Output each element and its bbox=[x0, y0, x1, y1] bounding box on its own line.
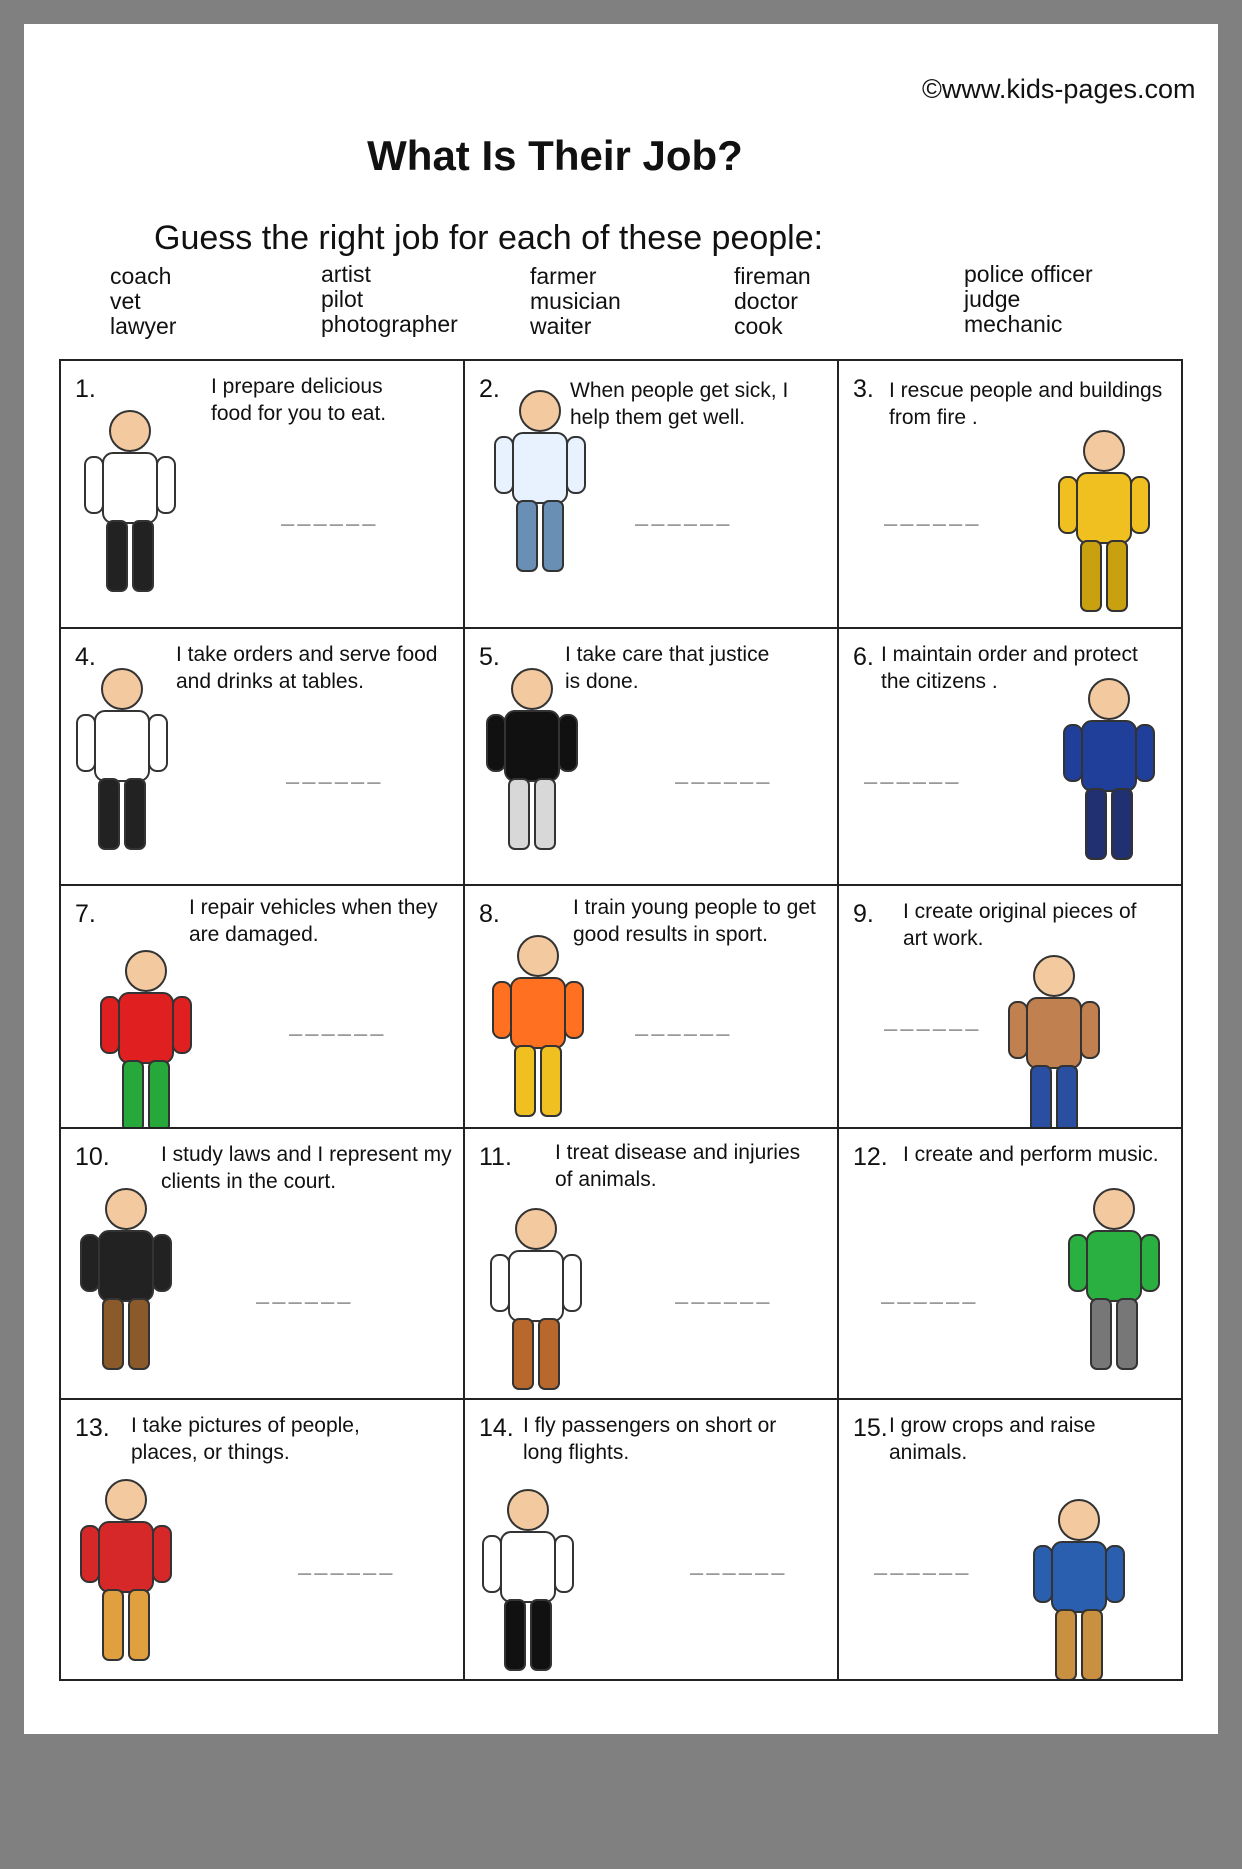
figure-part bbox=[493, 982, 511, 1038]
answer-blank[interactable]: ______ bbox=[881, 1279, 979, 1304]
answer-blank[interactable]: ______ bbox=[690, 1550, 788, 1575]
figure-part bbox=[1082, 1610, 1102, 1679]
figure-part bbox=[81, 1235, 99, 1291]
figure-part bbox=[1107, 541, 1127, 611]
job-cell bbox=[839, 361, 1181, 627]
answer-blank[interactable]: ______ bbox=[675, 759, 773, 784]
figure-part bbox=[129, 1299, 149, 1369]
figure-part bbox=[565, 982, 583, 1038]
word-bank-word: farmer bbox=[530, 263, 597, 289]
figure-part bbox=[1082, 721, 1136, 791]
figure-part bbox=[511, 978, 565, 1048]
word-bank-column bbox=[734, 264, 811, 339]
figure-part bbox=[99, 1231, 153, 1301]
doctor-illustration bbox=[485, 381, 595, 581]
answer-blank[interactable]: ______ bbox=[256, 1279, 354, 1304]
word-bank-column bbox=[321, 262, 458, 337]
figure-part bbox=[1081, 541, 1101, 611]
figure-part bbox=[520, 391, 560, 431]
figure-part bbox=[543, 501, 563, 571]
figure-part bbox=[107, 521, 127, 591]
word-bank-word: police officer bbox=[964, 261, 1093, 287]
coach-illustration bbox=[483, 926, 593, 1126]
figure-part bbox=[517, 501, 537, 571]
item-number: 5. bbox=[479, 643, 500, 671]
word-bank-word: judge bbox=[964, 286, 1021, 312]
figure-part bbox=[513, 433, 567, 503]
job-cell bbox=[465, 1129, 837, 1398]
figure-part bbox=[1112, 789, 1132, 859]
figure-part bbox=[149, 1061, 169, 1127]
item-clue: I maintain order and protect the citizens . bbox=[881, 643, 1138, 693]
figure-part bbox=[1056, 1610, 1076, 1679]
figure-part bbox=[1117, 1299, 1137, 1369]
answer-blank[interactable]: ______ bbox=[635, 1011, 733, 1036]
figure-part bbox=[153, 1526, 171, 1582]
copyright-notice: ©www.kids-pages.com bbox=[922, 74, 1196, 104]
figure-part bbox=[1084, 431, 1124, 471]
item-number: 11. bbox=[479, 1143, 512, 1171]
figure-part bbox=[133, 521, 153, 591]
word-bank-word: waiter bbox=[530, 313, 592, 339]
item-number: 12. bbox=[853, 1143, 888, 1171]
item-number: 3. bbox=[853, 375, 874, 403]
item-number: 7. bbox=[75, 900, 96, 928]
figure-part bbox=[101, 997, 119, 1053]
item-clue: I fly passengers on short or long flights. bbox=[523, 1414, 777, 1464]
answer-blank[interactable]: ______ bbox=[884, 501, 982, 526]
item-clue: I rescue people and buildings from fire . bbox=[889, 379, 1163, 429]
figure-part bbox=[559, 715, 577, 771]
figure-part bbox=[1052, 1542, 1106, 1612]
figure-part bbox=[491, 1255, 509, 1311]
item-number: 14. bbox=[479, 1414, 514, 1442]
word-bank-word: cook bbox=[734, 313, 783, 339]
figure-part bbox=[102, 669, 142, 709]
figure-part bbox=[567, 437, 585, 493]
fireman-illustration bbox=[1049, 421, 1159, 621]
item-clue: I study laws and I represent my clients in the court. bbox=[161, 1143, 452, 1193]
word-bank-word: vet bbox=[110, 288, 141, 314]
figure-part bbox=[106, 1189, 146, 1229]
figure-part bbox=[515, 1046, 535, 1116]
job-cell bbox=[465, 886, 837, 1127]
figure-part bbox=[95, 711, 149, 781]
figure-part bbox=[539, 1319, 559, 1389]
figure-part bbox=[1009, 1002, 1027, 1058]
answer-blank[interactable]: ______ bbox=[675, 1279, 773, 1304]
answer-blank[interactable]: ______ bbox=[884, 1006, 982, 1031]
figure-part bbox=[1034, 1546, 1052, 1602]
figure-part bbox=[1131, 477, 1149, 533]
job-cell bbox=[839, 886, 1181, 1127]
answer-blank[interactable]: ______ bbox=[635, 501, 733, 526]
judge-illustration bbox=[477, 659, 587, 859]
word-bank-word: mechanic bbox=[964, 311, 1063, 337]
lawyer-illustration bbox=[71, 1179, 181, 1379]
figure-part bbox=[555, 1536, 573, 1592]
item-clue: I grow crops and raise animals. bbox=[889, 1414, 1096, 1464]
answer-blank[interactable]: ______ bbox=[874, 1550, 972, 1575]
figure-part bbox=[157, 457, 175, 513]
item-clue: I take pictures of people, places, or things. bbox=[131, 1414, 360, 1464]
job-cell bbox=[61, 886, 463, 1127]
answer-blank[interactable]: ______ bbox=[298, 1550, 396, 1575]
figure-part bbox=[483, 1536, 501, 1592]
figure-part bbox=[1081, 1002, 1099, 1058]
word-bank-word: coach bbox=[110, 263, 172, 289]
vet-illustration bbox=[481, 1199, 591, 1398]
figure-part bbox=[501, 1532, 555, 1602]
word-bank-column bbox=[530, 264, 621, 339]
figure-part bbox=[531, 1600, 551, 1670]
job-cell bbox=[839, 629, 1181, 884]
figure-part bbox=[1106, 1546, 1124, 1602]
figure-part bbox=[1027, 998, 1081, 1068]
word-bank-word: photographer bbox=[321, 311, 458, 337]
page-title: What Is Their Job? bbox=[367, 132, 743, 179]
figure-part bbox=[99, 1522, 153, 1592]
figure-part bbox=[85, 457, 103, 513]
figure-part bbox=[505, 1600, 525, 1670]
item-clue: I prepare delicious food for you to eat. bbox=[211, 375, 387, 425]
figure-part bbox=[103, 1299, 123, 1369]
figure-part bbox=[173, 997, 191, 1053]
figure-part bbox=[541, 1046, 561, 1116]
figure-part bbox=[1059, 1500, 1099, 1540]
job-cell bbox=[839, 1129, 1181, 1398]
figure-part bbox=[509, 1251, 563, 1321]
instructions: Guess the right job for each of these people: bbox=[154, 219, 824, 257]
figure-part bbox=[126, 951, 166, 991]
artist-illustration bbox=[999, 946, 1109, 1127]
figure-part bbox=[535, 779, 555, 849]
figure-part bbox=[77, 715, 95, 771]
figure-part bbox=[1077, 473, 1131, 543]
item-number: 10. bbox=[75, 1143, 110, 1171]
item-clue: I repair vehicles when they are damaged. bbox=[189, 896, 438, 946]
item-number: 2. bbox=[479, 375, 500, 403]
farmer-illustration bbox=[1024, 1490, 1134, 1679]
job-cell bbox=[61, 1400, 463, 1679]
figure-part bbox=[129, 1590, 149, 1660]
item-clue: I take care that justice is done. bbox=[565, 643, 770, 693]
photographer-illustration bbox=[71, 1470, 181, 1670]
figure-part bbox=[103, 1590, 123, 1660]
job-cell bbox=[61, 629, 463, 884]
word-bank-word: pilot bbox=[321, 286, 364, 312]
figure-part bbox=[1086, 789, 1106, 859]
job-cell bbox=[465, 1400, 837, 1679]
job-grid bbox=[59, 359, 1183, 1681]
waiter-illustration bbox=[67, 659, 177, 859]
figure-part bbox=[1087, 1231, 1141, 1301]
word-bank-column bbox=[964, 262, 1093, 337]
figure-part bbox=[1059, 477, 1077, 533]
figure-part bbox=[487, 715, 505, 771]
figure-part bbox=[1094, 1189, 1134, 1229]
figure-part bbox=[1141, 1235, 1159, 1291]
item-clue: I take orders and serve food and drinks at tables. bbox=[176, 643, 438, 693]
item-number: 9. bbox=[853, 900, 874, 928]
job-cell bbox=[61, 1129, 463, 1398]
figure-part bbox=[1069, 1235, 1087, 1291]
answer-blank[interactable]: ______ bbox=[864, 759, 962, 784]
figure-part bbox=[103, 453, 157, 523]
figure-part bbox=[518, 936, 558, 976]
item-clue: I train young people to get good results in sport. bbox=[573, 896, 816, 946]
figure-part bbox=[81, 1526, 99, 1582]
word-bank-word: doctor bbox=[734, 288, 798, 314]
item-clue: When people get sick, I help them get well. bbox=[570, 379, 789, 429]
answer-blank[interactable]: ______ bbox=[289, 1011, 387, 1036]
word-bank-word: artist bbox=[321, 261, 371, 287]
figure-part bbox=[495, 437, 513, 493]
figure-part bbox=[1136, 725, 1154, 781]
job-cell bbox=[465, 361, 837, 627]
item-number: 6. bbox=[853, 643, 874, 671]
answer-blank[interactable]: ______ bbox=[281, 501, 379, 526]
job-cell bbox=[839, 1400, 1181, 1679]
item-number: 8. bbox=[479, 900, 500, 928]
figure-part bbox=[119, 993, 173, 1063]
figure-part bbox=[1057, 1066, 1077, 1127]
figure-part bbox=[1091, 1299, 1111, 1369]
figure-part bbox=[516, 1209, 556, 1249]
figure-part bbox=[508, 1490, 548, 1530]
item-clue: I create and perform music. bbox=[903, 1143, 1159, 1166]
word-bank-column bbox=[110, 264, 176, 339]
item-clue: I create original pieces of art work. bbox=[903, 900, 1137, 950]
figure-part bbox=[110, 411, 150, 451]
musician-illustration bbox=[1059, 1179, 1169, 1379]
figure-part bbox=[149, 715, 167, 771]
pilot-illustration bbox=[473, 1480, 583, 1679]
figure-part bbox=[123, 1061, 143, 1127]
item-clue: I treat disease and injuries of animals. bbox=[555, 1141, 801, 1191]
figure-part bbox=[512, 669, 552, 709]
item-number: 1. bbox=[75, 375, 96, 403]
cook-illustration bbox=[75, 401, 185, 601]
figure-part bbox=[513, 1319, 533, 1389]
figure-part bbox=[99, 779, 119, 849]
figure-part bbox=[1064, 725, 1082, 781]
job-cell bbox=[465, 629, 837, 884]
figure-part bbox=[125, 779, 145, 849]
figure-part bbox=[1031, 1066, 1051, 1127]
figure-part bbox=[106, 1480, 146, 1520]
figure-part bbox=[509, 779, 529, 849]
item-number: 4. bbox=[75, 643, 96, 671]
item-number: 13. bbox=[75, 1414, 110, 1442]
item-number: 15. bbox=[853, 1414, 888, 1442]
job-cell bbox=[61, 361, 463, 627]
mechanic-illustration bbox=[91, 941, 201, 1127]
figure-part bbox=[505, 711, 559, 781]
word-bank-word: lawyer bbox=[110, 313, 177, 339]
figure-part bbox=[153, 1235, 171, 1291]
answer-blank[interactable]: ______ bbox=[286, 759, 384, 784]
word-bank-word: fireman bbox=[734, 263, 811, 289]
figure-part bbox=[563, 1255, 581, 1311]
figure-part bbox=[1034, 956, 1074, 996]
word-bank-word: musician bbox=[530, 288, 621, 314]
figure-part bbox=[1089, 679, 1129, 719]
police-officer-illustration bbox=[1054, 669, 1164, 869]
